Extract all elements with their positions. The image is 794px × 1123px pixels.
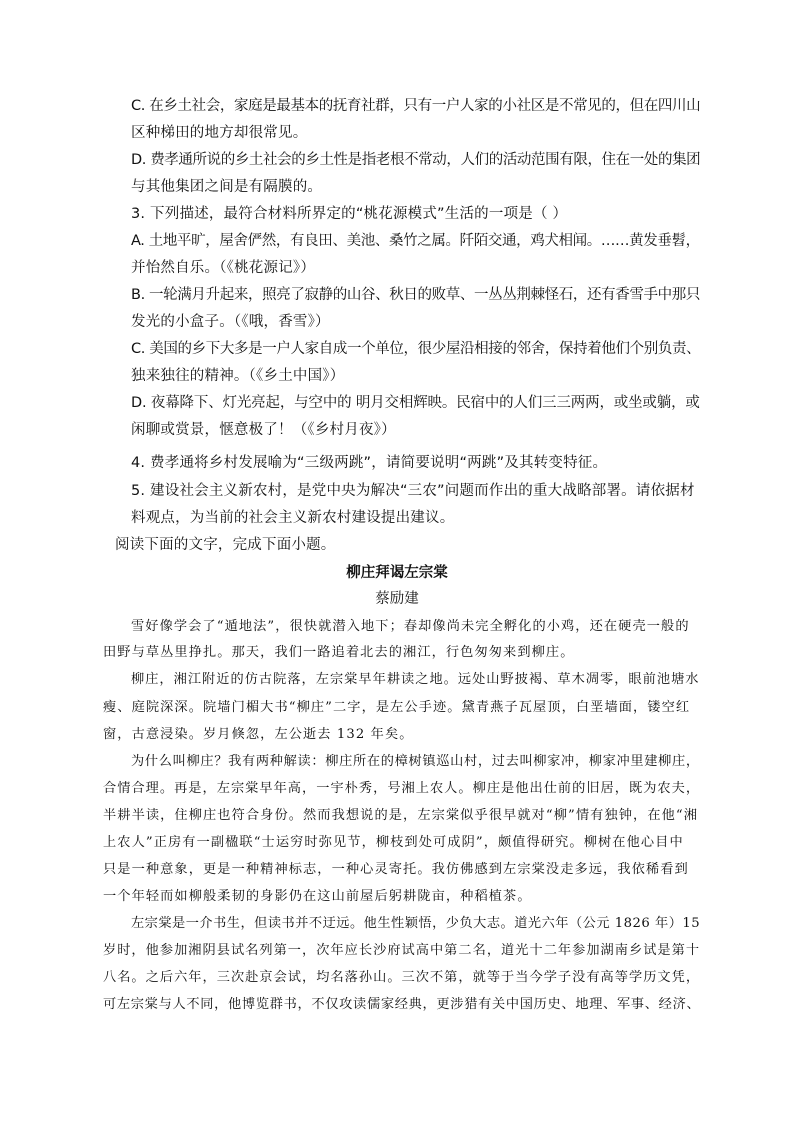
article-line: 窗，古意浸染。岁月倏忽，左公逝去 132 年矣。 — [103, 727, 414, 742]
question-5-line-2: 料观点，为当前的社会主义新农村建设提出建议。 — [131, 510, 455, 526]
article-line: 上农人”正房有一副楹联“士运穷时弥见节，柳枝到处可成阴”，颇值得研究。柳树在他心目中 — [103, 835, 684, 850]
question-4: 4. 费孝通将乡村发展喻为“三级两跳”，请简要说明“两跳”及其转变特征。 — [131, 455, 608, 471]
article-line: 雪好像学会了“遁地法”，很快就潜入地下；春却像尚未完全孵化的小鸡，还在硬壳一般的 — [131, 619, 690, 634]
option-d-line-2: 与其他集团之间是有隔膜的。 — [131, 179, 323, 195]
article-line: 只是一种意象，更是一种精神标志，一种心灵寄托。我仿佛感到左宗棠没走多远，我依稀看到 — [103, 862, 689, 877]
question-5-line-1: 5. 建设社会主义新农村，是党中央为解决“三农”问题而作出的重大战略部署。请依据材 — [131, 483, 695, 499]
option-c-line-1: C. 在乡土社会，家庭是最基本的抚育社群，只有一户人家的小社区是不常见的，但在四川山 — [131, 98, 701, 114]
question-3-option-a-line-2: 并怡然自乐。（《桃花源记》） — [131, 260, 316, 276]
article-line: 左宗棠是一介书生，但读书并不迂远。他生性颖悟，少负大志。道光六年（公元 1826 年）15 — [131, 916, 701, 931]
option-d-line-1: D. 费孝通所说的乡土社会的乡土性是指老根不常动，人们的活动范围有限，住在一处的集团 — [131, 152, 701, 168]
question-3-option-a-line-1: A. 土地平旷，屋舍俨然，有良田、美池、桑竹之属。阡陌交通，鸡犬相闻。……黄发垂髫， — [131, 233, 700, 249]
article-line: 一个年轻而如柳般柔韧的身影仍在这山前屋后躬耕陇亩，种稻植茶。 — [103, 889, 532, 904]
question-3-option-b-line-2: 发光的小盒子。（《哦，香雪》） — [131, 314, 330, 330]
article-line: 可左宗棠与人不同，他博览群书，不仅攻读儒家经典，更涉猎有关中国历史、地理、军事、经济、 — [103, 997, 701, 1012]
article-line: 田野与草丛里挣扎。那天，我们一路追着北去的湘江，行色匆匆来到柳庄。 — [103, 645, 575, 660]
question-3-option-c-line-2: 独来独往的精神。（《乡土中国》） — [131, 368, 345, 384]
question-3-option-c-line-1: C. 美国的乡下大多是一户人家自成一个单位，很少屋沿相接的邻舍，保持着他们个别负责、 — [131, 341, 701, 357]
article-line: 瘦、庭院深深。院墙门楣大书“柳庄”二字，是左公手迹。黛青燕子瓦屋顶，白垩墙面，镂空红 — [103, 700, 691, 715]
question-3-option-d-line-1: D. 夜幕降下、灯光亮起，与空中的 明月交相辉映。民宿中的人们三三两两，或坐或躺，或 — [131, 395, 700, 411]
article-line: 合情合理。再是，左宗棠早年高，一宇朴秀，号湘上农人。柳庄是他出仕前的旧居，既为农夫， — [103, 781, 701, 796]
article-author: 蔡励建 — [375, 591, 419, 607]
article-line: 柳庄，湘江附近的仿古院落，左宗棠早年耕读之地。远处山野披褐、草木凋零，眼前池塘水 — [131, 672, 700, 687]
article-title: 柳庄拜谒左宗棠 — [346, 565, 448, 581]
question-3-stem: 3. 下列描述，最符合材料所界定的“桃花源模式”生活的一项是（ ） — [131, 206, 568, 222]
article-line: 为什么叫柳庄？我有两种解读：柳庄所在的樟树镇巡山村，过去叫柳家冲，柳家冲里建柳庄， — [131, 754, 700, 769]
question-3-option-d-line-2: 闲聊或赏景，惬意极了！（《乡村月夜》） — [131, 422, 396, 438]
question-3-option-b-line-1: B. 一轮满月升起来，照亮了寂静的山谷、秋日的败草、一丛丛荆棘怪石，还有香雪手中那只 — [131, 287, 701, 303]
option-c-line-2: 区种梯田的地方却很常见。 — [131, 125, 308, 141]
article-line: 岁时，他参加湘阴县试名列第一，次年应长沙府试高中第二名，道光十二年参加湖南乡试是第十 — [103, 943, 701, 958]
reading-intro: 阅读下面的文字，完成下面小题。 — [115, 537, 336, 553]
article-line: 半耕半读，住柳庄也符合身份。然而我想说的是，左宗棠似乎很早就对“柳”情有独钟，在他“湘 — [103, 808, 699, 823]
article-line: 八名。之后六年，三次赴京会试，均名落孙山。三次不第，就等于当今学子没有高等学历文凭， — [103, 970, 701, 985]
